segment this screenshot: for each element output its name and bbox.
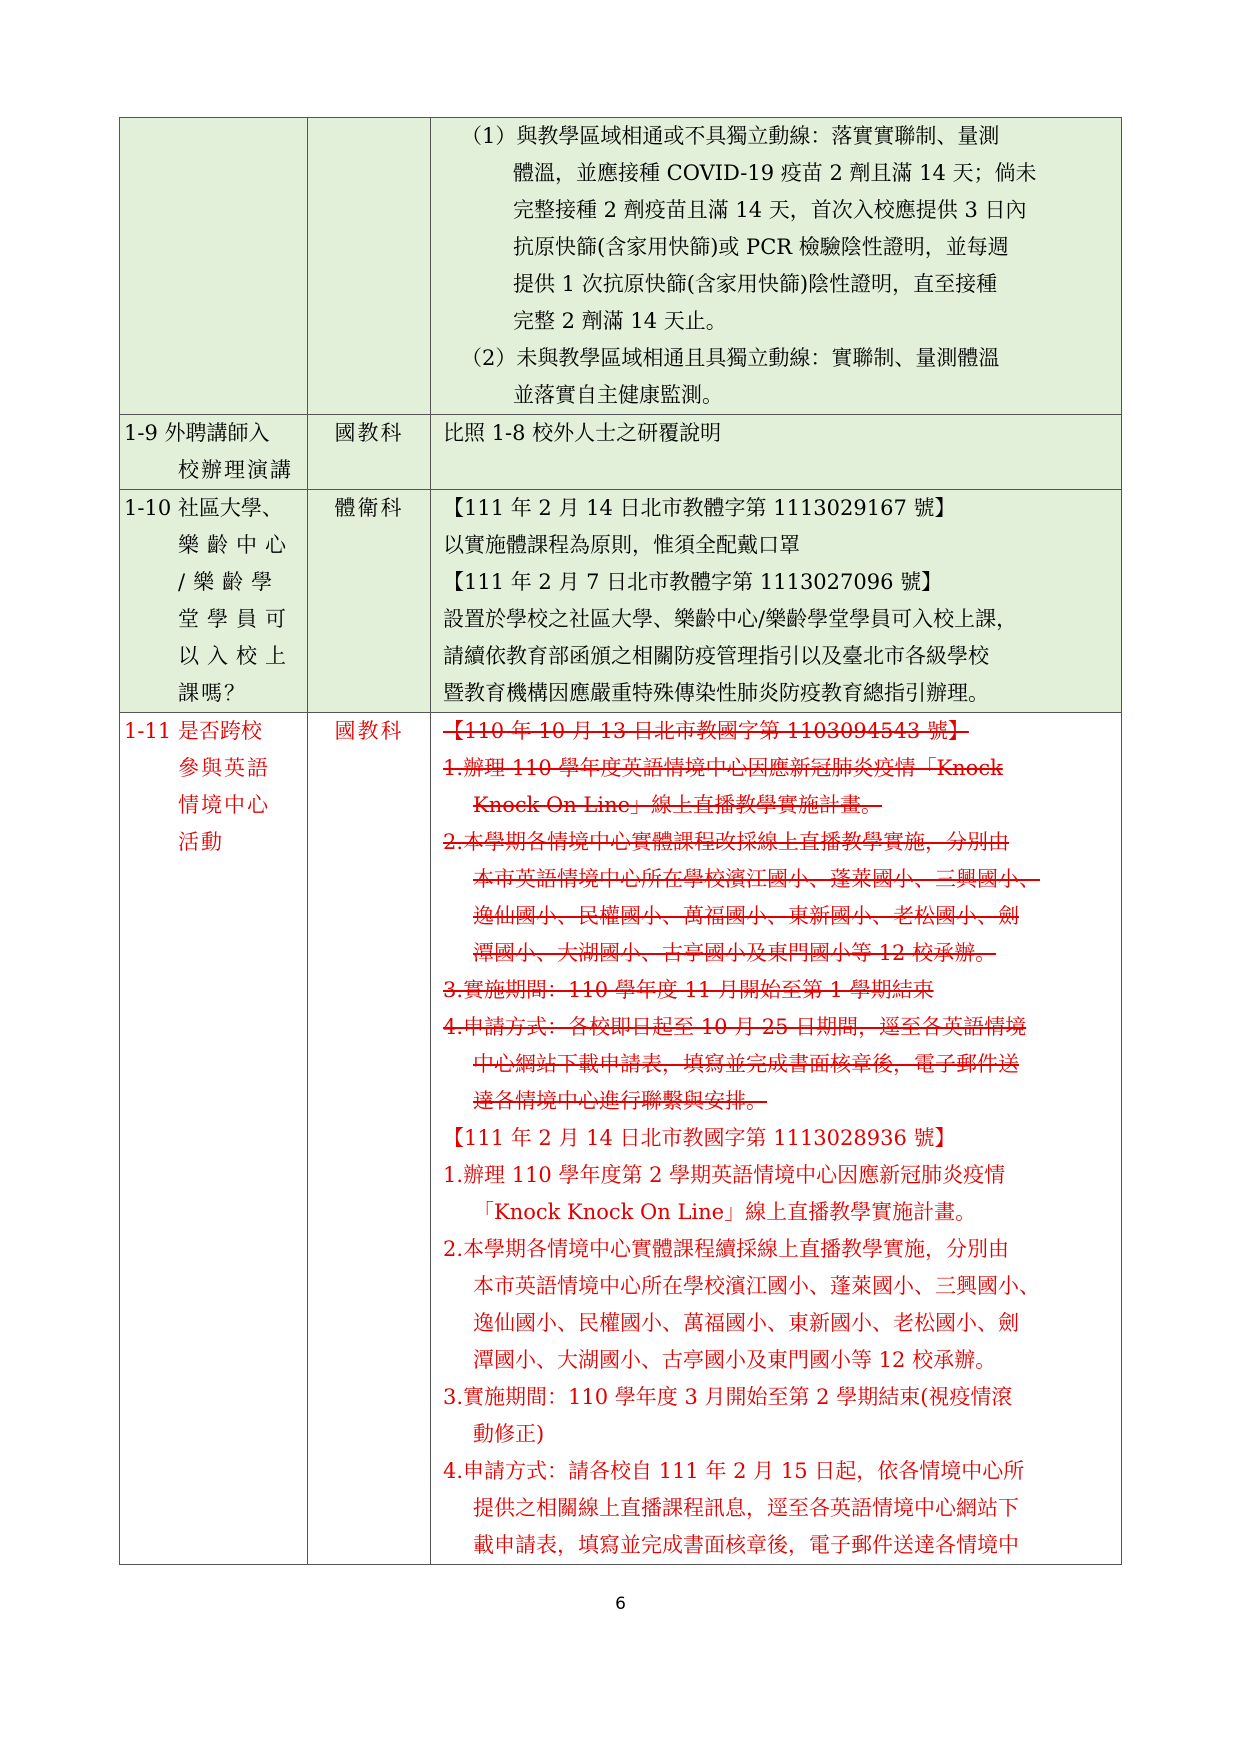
topic-line: 1-9 外聘講師入 bbox=[124, 421, 270, 445]
unit-cell bbox=[308, 415, 431, 490]
page-number: 6 bbox=[615, 1594, 626, 1614]
content-cell bbox=[431, 713, 1122, 1565]
content-line: 完整接種 2 劑疫苗且滿 14 天，首次入校應提供 3 日內 bbox=[513, 198, 1027, 222]
topic-cell bbox=[120, 415, 308, 490]
topic-line: 1-11 是否跨校 bbox=[124, 719, 262, 743]
content-line: 載申請表，填寫並完成書面核章後，電子郵件送達各情境中 bbox=[473, 1533, 1019, 1557]
content-line: 暨教育機構因應嚴重特殊傳染性肺炎防疫教育總指引辦理。 bbox=[443, 681, 989, 705]
deleted-line: 逸仙國小、民權國小、萬福國小、東新國小、老松國小、劍 bbox=[473, 904, 1019, 928]
guidance-table bbox=[119, 117, 1122, 1565]
topic-line: 參與英語 bbox=[178, 756, 270, 780]
topic-line: 課嗎？ bbox=[178, 681, 247, 705]
topic-cell bbox=[120, 118, 308, 415]
content-line: 提供之相關線上直播課程訊息，逕至各英語情境中心網站下 bbox=[473, 1496, 1019, 1520]
topic-line: 樂齡中心 bbox=[178, 533, 294, 557]
table-row bbox=[120, 490, 1122, 713]
deleted-line: Knock On Line」線上直播教學實施計畫。 bbox=[473, 793, 883, 817]
content-line: 逸仙國小、民權國小、萬福國小、東新國小、老松國小、劍 bbox=[473, 1311, 1019, 1335]
content-line: 4.申請方式：請各校自 111 年 2 月 15 日起，依各情境中心所 bbox=[443, 1459, 1025, 1483]
content-line: 請續依教育部函頒之相關防疫管理指引以及臺北市各級學校 bbox=[443, 644, 989, 668]
table-row bbox=[120, 415, 1122, 490]
deleted-line: 4.申請方式：各校即日起至 10 月 25 日期間，逕至各英語情境 bbox=[443, 1015, 1027, 1039]
content-line: 並落實自主健康監測。 bbox=[513, 383, 723, 407]
topic-line: 堂學員可 bbox=[178, 607, 294, 631]
deleted-line: 2.本學期各情境中心實體課程改採線上直播教學實施，分別由 bbox=[443, 830, 1010, 854]
content-line: 完整 2 劑滿 14 天止。 bbox=[513, 309, 727, 333]
content-cell bbox=[431, 490, 1122, 713]
content-line: 「Knock Knock On Line」線上直播教學實施計畫。 bbox=[473, 1200, 977, 1224]
content-line: 3.實施期間：110 學年度 3 月開始至第 2 學期結束(視疫情滾 bbox=[443, 1385, 1013, 1409]
content-line: 1.辦理 110 學年度第 2 學期英語情境中心因應新冠肺炎疫情 bbox=[443, 1163, 1006, 1187]
topic-cell bbox=[120, 713, 308, 1565]
content-line: 潭國小、大湖國小、古亭國小及東門國小等 12 校承辦。 bbox=[473, 1348, 997, 1372]
unit-cell bbox=[308, 118, 431, 415]
deleted-line: 本市英語情境中心所在學校濱江國小、蓬萊國小、三興國小、 bbox=[473, 867, 1040, 891]
content-line: 【111 年 2 月 7 日北市教體字第 1113027096 號】 bbox=[443, 570, 943, 594]
unit-label: 體衛科 bbox=[334, 496, 404, 520]
content-line: 【111 年 2 月 14 日北市教體字第 1113029167 號】 bbox=[443, 496, 956, 520]
content-line: 體溫，並應接種 COVID-19 疫苗 2 劑且滿 14 天；倘未 bbox=[513, 161, 1037, 185]
deleted-line: 【110 年 10 月 13 日北市教國字第 1103094543 號】 bbox=[443, 719, 969, 743]
table-row bbox=[120, 713, 1122, 1565]
topic-cell bbox=[120, 490, 308, 713]
deleted-line: 3.實施期間：110 學年度 11 月開始至第 1 學期結束 bbox=[443, 978, 934, 1002]
content-line: 提供 1 次抗原快篩(含家用快篩)陰性證明，直至接種 bbox=[513, 272, 998, 296]
deleted-line: 中心網站下載申請表，填寫並完成書面核章後，電子郵件送 bbox=[473, 1052, 1019, 1076]
deleted-line: 潭國小、大湖國小、古亭國小及東門國小等 12 校承辦。 bbox=[473, 941, 997, 965]
content-cell bbox=[431, 118, 1122, 415]
content-line: 2.本學期各情境中心實體課程續採線上直播教學實施，分別由 bbox=[443, 1237, 1010, 1261]
content-line: （2）未與教學區域相通且具獨立動線：實聯制、量測體溫 bbox=[461, 346, 1000, 370]
topic-line: 活動 bbox=[178, 830, 224, 854]
unit-label: 國教科 bbox=[334, 421, 404, 445]
topic-line: 情境中心 bbox=[178, 793, 270, 817]
content-line: 【111 年 2 月 14 日北市教國字第 1113028936 號】 bbox=[443, 1126, 956, 1150]
unit-cell bbox=[308, 713, 431, 1565]
deleted-line: 達各情境中心進行聯繫與安排。 bbox=[473, 1089, 767, 1113]
content-line: 抗原快篩(含家用快篩)或 PCR 檢驗陰性證明，並每週 bbox=[513, 235, 1009, 259]
deleted-line: 1.辦理 110 學年度英語情境中心因應新冠肺炎疫情「Knock bbox=[443, 756, 1003, 780]
content-line: 設置於學校之社區大學、樂齡中心/樂齡學堂學員可入校上課， bbox=[443, 607, 1018, 631]
unit-label: 國教科 bbox=[334, 719, 404, 743]
topic-line: 1-10 社區大學、 bbox=[124, 496, 283, 520]
topic-line: 校辦理演講 bbox=[178, 458, 293, 482]
content-cell bbox=[431, 415, 1122, 490]
topic-line: 以入校上 bbox=[178, 644, 294, 668]
content-line: 本市英語情境中心所在學校濱江國小、蓬萊國小、三興國小、 bbox=[473, 1274, 1040, 1298]
content-line: 以實施體課程為原則，惟須全配戴口罩 bbox=[443, 533, 800, 557]
content-line: （1）與教學區域相通或不具獨立動線：落實實聯制、量測 bbox=[461, 124, 1000, 148]
table-row bbox=[120, 118, 1122, 415]
topic-line: /樂齡學 bbox=[178, 570, 281, 594]
unit-cell bbox=[308, 490, 431, 713]
content-line: 動修正) bbox=[473, 1422, 545, 1446]
content-line: 比照 1-8 校外人士之研覆說明 bbox=[443, 421, 722, 445]
